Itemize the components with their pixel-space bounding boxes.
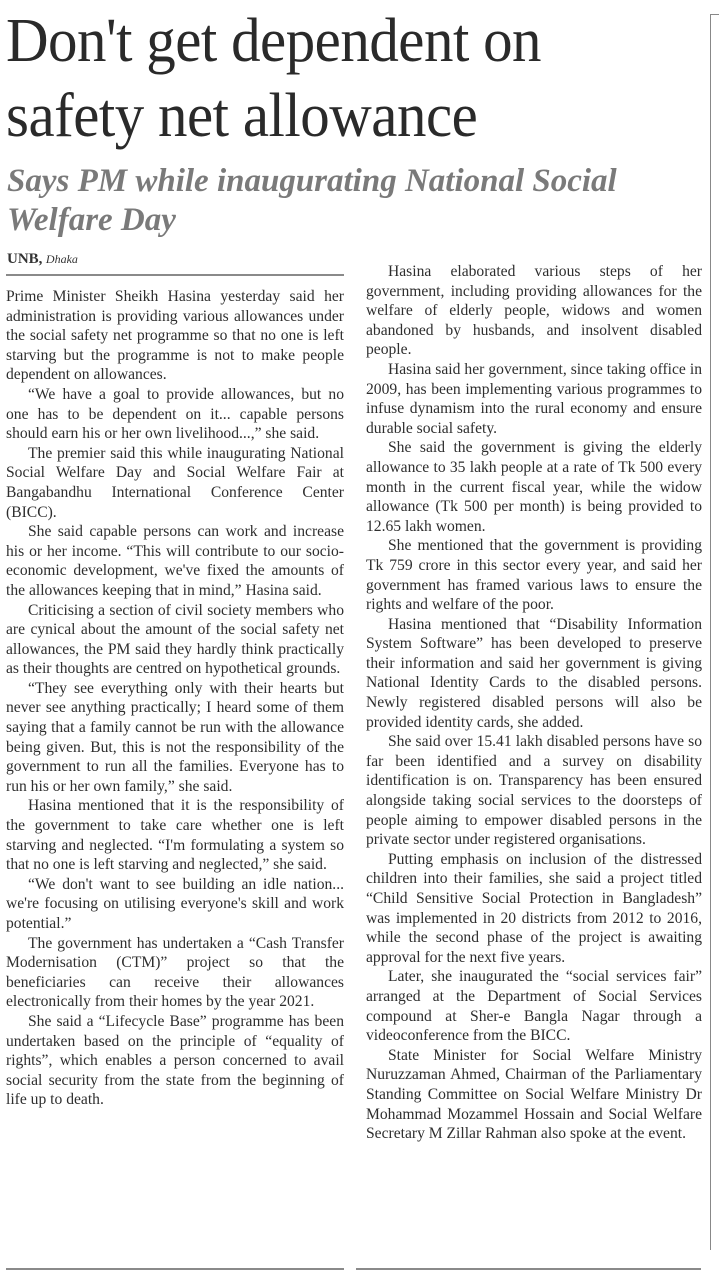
bottom-divider-right <box>356 1268 701 1270</box>
paragraph: She said a “Lifecycle Base” programme has been undertaken based on the principle of “equality of rights”, which enables a person concerned to avail social security from the state from the beginning of life up to death. <box>6 1012 344 1109</box>
article-column-right <box>366 262 702 1144</box>
frame-border-top <box>710 14 719 15</box>
paragraph: The premier said this while inaugurating National Social Welfare Day and Social Welfare Fair at Bangabandhu International Conference Center (BICC). <box>6 444 344 521</box>
paragraph: Putting emphasis on inclusion of the distressed children into their families, she said a project titled “Child Sensitive Social Protection in Bangladesh” was implemented in 20 districts from 2012 to 2016, while the second phase of the project is awaiting approval for the next five years. <box>366 850 702 966</box>
paragraph: Prime Minister Sheikh Hasina yesterday said her administration is providing various allowances under the social safety net programme so that no one is left starving but the programme is not to make people dependent on allowances. <box>6 288 344 384</box>
headline: Don't get dependent on safety net allowance <box>6 7 542 150</box>
paragraph: She mentioned that the government is providing Tk 759 crore in this sector every year, and said her government has framed various laws to ensure the rights and welfare of the poor. <box>366 537 702 614</box>
byline <box>7 251 78 268</box>
paragraph: “We don't want to see building an idle nation... we're focusing on utilising everyone's skill and work potential.” <box>6 875 344 932</box>
byline-divider <box>6 274 344 276</box>
paragraph: She said the government is giving the elderly allowance to 35 lakh people at a rate of Tk 500 every month in the current fiscal year, while the widow allowance (Tk 500 per month) is being provided to 12.65 lakh women. <box>366 439 702 535</box>
byline-agency: UNB, <box>7 251 43 267</box>
paragraph: Hasina elaborated various steps of her government, including providing allowances for the welfare of elderly people, widows and women abandoned by husbands, and insolvent disabled people. <box>366 263 702 359</box>
frame-border-right <box>710 14 711 1250</box>
paragraph: Criticising a section of civil society members who are cynical about the amount of the social safety net allowances, the PM said they hardly think practically as their thoughts are centred on hypothetical grounds. <box>6 601 344 678</box>
paragraph: She said capable persons can work and increase his or her income. “This will contribute to our socio-economic development, we've fixed the amounts of the allowances keeping that in mind,” Hasina said. <box>6 523 344 599</box>
paragraph: Later, she inaugurated the “social services fair” arranged at the Department of Social Services compound at Sher-e Bangla Nagar through a videoconference from the BICC. <box>366 968 702 1045</box>
paragraph: “They see everything only with their hearts but never see anything practically; I heard some of them saying that a family cannot be run with the allowance being given. But, this is not the responsibility of the government to run all the families. Everyone has to run his or her own family,” she said. <box>6 679 344 795</box>
bottom-divider-left <box>6 1268 344 1270</box>
paragraph: She said over 15.41 lakh disabled persons have so far been identified and a survey on disability identification is on. Transparency has been ensured alongside taking social services to the doorsteps of people aiming to empower disabled persons in the private sector under registered organisations. <box>366 733 702 849</box>
paragraph: Hasina said her government, since taking office in 2009, has been implementing various programmes to infuse dynamism into the rural economy and ensure durable social safety. <box>366 360 702 437</box>
paragraph: State Minister for Social Welfare Ministry Nuruzzaman Ahmed, Chairman of the Parliamentary Standing Committee on Social Welfare Ministry Dr Mohammad Mozammel Hossain and Social Welfare Secretary M Zillar Rahman also spoke at the event. <box>366 1046 702 1143</box>
paragraph: The government has undertaken a “Cash Transfer Modernisation (CTM)” project so that the beneficiaries can receive their allowances electronically from their homes by the year 2021. <box>6 934 344 1011</box>
byline-place: Dhaka <box>45 252 78 266</box>
paragraph: “We have a goal to provide allowances, but no one has to be dependent on it... capable persons should earn his or her own livelihood...,” she said. <box>6 385 344 443</box>
article-column-left <box>6 287 344 1110</box>
subheadline: Says PM while inaugurating National Social Welfare Day <box>7 163 617 238</box>
paragraph: Hasina mentioned that it is the responsibility of the government to take care whether one is left starving and neglected. “I'm formulating a system so that no one is left starving and neglected,” she said. <box>6 797 344 874</box>
paragraph: Hasina mentioned that “Disability Information System Software” has been developed to preserve their information and said her government is giving National Identity Cards to the disabled persons. Newly registered disabled persons will also be provided identity cards, she added. <box>366 615 702 731</box>
